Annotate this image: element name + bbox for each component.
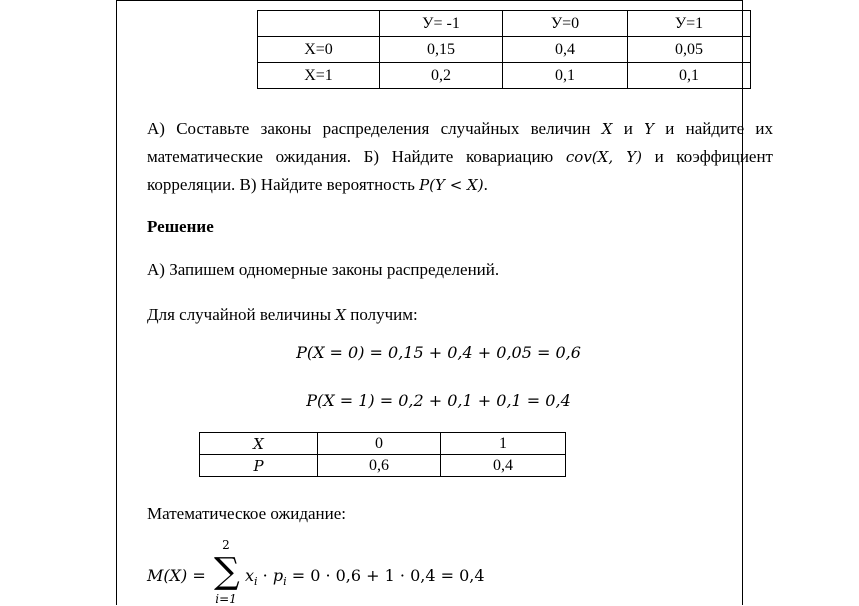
- math-probability: P(Y < X): [419, 176, 484, 194]
- table-row: [200, 455, 566, 477]
- sum-lower-limit: i=1: [215, 592, 237, 606]
- table-cell: P: [200, 455, 318, 477]
- table-cell: 0,2: [380, 63, 503, 89]
- table-row: [258, 11, 751, 37]
- math-covariance: cov(X, Y): [565, 148, 643, 166]
- formula-p-x-0: P(X = 0) = 0,15 + 0,4 + 0,05 = 0,6: [296, 343, 581, 362]
- table-header-cell: У=1: [628, 11, 751, 37]
- solution-heading: Решение: [147, 217, 214, 236]
- for-x-text: [147, 301, 773, 329]
- math-expectation-label: Математическое ожидание:: [147, 504, 347, 523]
- text-span: получим:: [345, 305, 418, 324]
- table-cell: 0,4: [441, 455, 566, 477]
- task-text: .: [483, 175, 488, 194]
- text-span: Для случайной величины: [147, 305, 336, 324]
- math-var-x: X: [335, 306, 346, 324]
- task-text: и найдите их математические ожидания. Б) Найдите ковариацию: [147, 119, 773, 166]
- table-header-cell: У=0: [503, 11, 628, 37]
- table-cell: 0,05: [628, 37, 751, 63]
- task-text: и коэффициент корреляции. В) Найдите вероятность: [147, 147, 773, 194]
- table-cell: Х=0: [258, 37, 380, 63]
- formula-result: = 0 · 0,6 + 1 · 0,4 = 0,4: [286, 566, 485, 585]
- page-border-left: [116, 0, 117, 605]
- table-header-cell: [258, 11, 380, 37]
- step-a-text: А) Запишем одномерные законы распределений.: [147, 260, 500, 279]
- table-cell: 0,6: [318, 455, 441, 477]
- table-cell: 0,1: [628, 63, 751, 89]
- table-header-cell: У= -1: [380, 11, 503, 37]
- table-row: [258, 37, 751, 63]
- task-text: и: [612, 119, 645, 138]
- joint-distribution-table: [257, 10, 751, 89]
- distribution-table-x: [199, 432, 566, 477]
- math-var-x: X: [601, 120, 613, 138]
- table-cell: 0,1: [503, 63, 628, 89]
- page-border-top: [116, 0, 743, 1]
- summation: [214, 538, 238, 606]
- sigma-symbol: ∑: [214, 551, 240, 592]
- task-statement: [147, 115, 773, 199]
- table-cell: 1: [441, 433, 566, 455]
- table-cell: 0: [318, 433, 441, 455]
- formula-rhs: $x_i \cdot p_i = 0 \cdot 0,6 + 1 \cdot 0,4 = 0,4$: [245, 566, 485, 589]
- sum-upper-limit: 2: [222, 538, 230, 552]
- task-text: А) Составьте законы распределения случайных величин: [147, 119, 602, 138]
- table-row: [258, 63, 751, 89]
- term-x: x: [245, 566, 255, 585]
- table-cell: X: [200, 433, 318, 455]
- table-cell: 0,4: [503, 37, 628, 63]
- table-row: [200, 433, 566, 455]
- formula-p-x-1: P(X = 1) = 0,2 + 0,1 + 0,1 = 0,4: [306, 391, 571, 410]
- table-cell: 0,15: [380, 37, 503, 63]
- math-var-y: Y: [644, 120, 654, 138]
- table-cell: Х=1: [258, 63, 380, 89]
- formula-lhs: M(X) =: [147, 566, 206, 585]
